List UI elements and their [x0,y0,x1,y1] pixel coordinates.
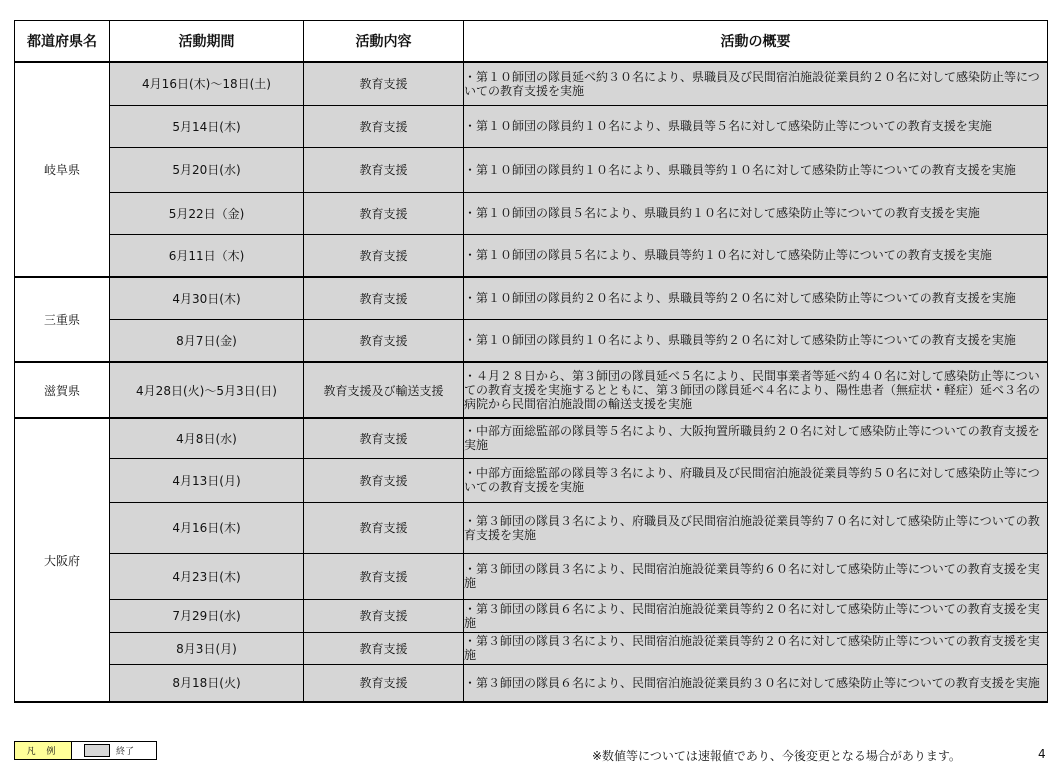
table-row [15,277,1048,319]
summary-cell: ・第１０師団の隊員５名により、県職員約１０名に対して感染防止等についての教育支援を実施 [464,192,1048,234]
legend-swatch [84,744,110,757]
header-row [15,21,1048,63]
table-row [15,105,1048,147]
summary-cell: ・第３師団の隊員３名により、府職員及び民間宿泊施設従業員等約７０名に対して感染防止等についての教育支援を実施 [464,502,1048,553]
legend [14,741,157,760]
legend-label: 凡 例 [15,742,72,759]
content-cell: 教育支援 [304,553,464,599]
period-cell: 4月30日(木) [110,277,304,319]
summary-cell: ・第１０師団の隊員約１０名により、県職員等約１０名に対して感染防止等についての教育支援を実施 [464,147,1048,192]
table-row [15,147,1048,192]
period-cell: 8月3日(月) [110,632,304,664]
period-cell: 4月16日(木)～18日(土) [110,62,304,105]
prefecture-cell: 岐阜県 [15,62,110,277]
summary-cell: ・第３師団の隊員３名により、民間宿泊施設従業員等約６０名に対して感染防止等についての教育支援を実施 [464,553,1048,599]
summary-cell: ・第１０師団の隊員約１０名により、県職員等５名に対して感染防止等についての教育支援を実施 [464,105,1048,147]
period-cell: 5月20日(水) [110,147,304,192]
content-cell: 教育支援 [304,105,464,147]
content-cell: 教育支援 [304,502,464,553]
content-cell: 教育支援及び輸送支援 [304,362,464,418]
prefecture-cell: 滋賀県 [15,362,110,418]
header-summary: 活動の概要 [464,21,1048,63]
summary-cell: ・中部方面総監部の隊員等５名により、大阪拘置所職員約２０名に対して感染防止等についての教育支援を実施 [464,418,1048,458]
period-cell: 4月23日(木) [110,553,304,599]
table-row [15,192,1048,234]
summary-cell: ・中部方面総監部の隊員等３名により、府職員及び民間宿泊施設従業員等約５０名に対して感染防止等についての教育支援を実施 [464,458,1048,502]
content-cell: 教育支援 [304,319,464,362]
period-cell: 4月16日(木) [110,502,304,553]
period-cell: 4月28日(火)～5月3日(日) [110,362,304,418]
table-row [15,664,1048,702]
table-row [15,362,1048,418]
header-prefecture: 都道府県名 [15,21,110,63]
header-period: 活動期間 [110,21,304,63]
table-row [15,458,1048,502]
content-cell: 教育支援 [304,192,464,234]
summary-cell: ・第１０師団の隊員約１０名により、県職員等約２０名に対して感染防止等についての教育支援を実施 [464,319,1048,362]
period-cell: 8月7日(金) [110,319,304,362]
summary-cell: ・４月２８日から、第３師団の隊員延べ５名により、民間事業者等延べ約４０名に対して感染防止等についての教育支援を実施するとともに、第３師団の隊員延べ４名により、陽性患者（無症状・軽症）延べ３名の病院から民間宿泊施設間の輸送支援を実施 [464,362,1048,418]
content-cell: 教育支援 [304,458,464,502]
table-row [15,502,1048,553]
header-content: 活動内容 [304,21,464,63]
period-cell: 4月13日(月) [110,458,304,502]
prefecture-cell: 大阪府 [15,418,110,702]
period-cell: 8月18日(火) [110,664,304,702]
table-row [15,319,1048,362]
table-row [15,553,1048,599]
prefecture-cell: 三重県 [15,277,110,362]
summary-cell: ・第１０師団の隊員５名により、県職員等約１０名に対して感染防止等についての教育支援を実施 [464,234,1048,277]
table-row [15,599,1048,632]
period-cell: 5月14日(木) [110,105,304,147]
activity-table [14,20,1048,703]
period-cell: 4月8日(水) [110,418,304,458]
legend-item-label: 終了 [116,747,135,757]
footnote: ※数値等については速報値であり、今後変更となる場合があります。 [592,749,961,763]
table-row [15,418,1048,458]
summary-cell: ・第３師団の隊員３名により、民間宿泊施設従業員等約２０名に対して感染防止等についての教育支援を実施 [464,632,1048,664]
summary-cell: ・第３師団の隊員６名により、民間宿泊施設従業員約３０名に対して感染防止等についての教育支援を実施 [464,664,1048,702]
page-number: 4 [1038,747,1046,761]
period-cell: 6月11日（木) [110,234,304,277]
summary-cell: ・第１０師団の隊員延べ約３０名により、県職員及び民間宿泊施設従業員約２０名に対して感染防止等についての教育支援を実施 [464,62,1048,105]
content-cell: 教育支援 [304,62,464,105]
table-row [15,62,1048,105]
content-cell: 教育支援 [304,664,464,702]
summary-cell: ・第１０師団の隊員約２０名により、県職員等約２０名に対して感染防止等についての教育支援を実施 [464,277,1048,319]
table-row [15,632,1048,664]
table-row [15,234,1048,277]
content-cell: 教育支援 [304,632,464,664]
content-cell: 教育支援 [304,147,464,192]
summary-cell: ・第３師団の隊員６名により、民間宿泊施設従業員等約２０名に対して感染防止等についての教育支援を実施 [464,599,1048,632]
content-cell: 教育支援 [304,599,464,632]
period-cell: 7月29日(水) [110,599,304,632]
content-cell: 教育支援 [304,277,464,319]
period-cell: 5月22日（金) [110,192,304,234]
content-cell: 教育支援 [304,418,464,458]
table-body [15,62,1048,702]
content-cell: 教育支援 [304,234,464,277]
